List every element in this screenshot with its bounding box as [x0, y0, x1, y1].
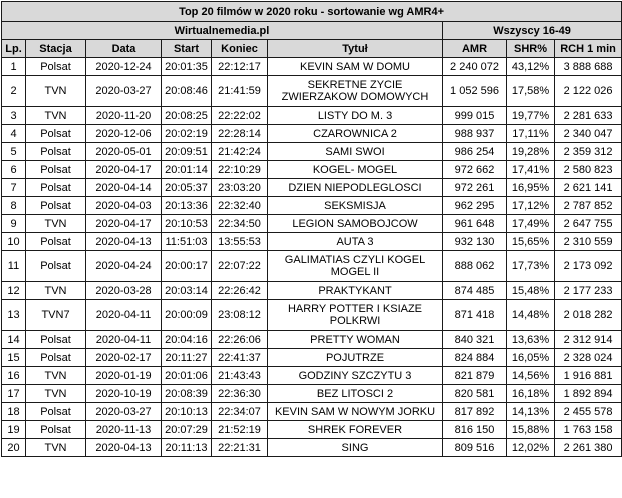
table-row	[2, 143, 622, 161]
cell-title: KEVIN SAM W NOWYM JORKU	[268, 403, 443, 421]
cell-title: SHREK FOREVER	[268, 421, 443, 439]
cell-lp: 13	[2, 300, 26, 331]
cell-rch: 2 310 559	[555, 233, 622, 251]
cell-start: 20:01:06	[162, 367, 212, 385]
cell-shr: 15,48%	[507, 282, 555, 300]
cell-amr: 809 516	[443, 439, 507, 457]
cell-date: 2020-03-27	[86, 403, 162, 421]
cell-amr: 962 295	[443, 197, 507, 215]
cell-station: Polsat	[26, 143, 86, 161]
cell-title: KEVIN SAM W DOMU	[268, 58, 443, 76]
cell-rch: 2 328 024	[555, 349, 622, 367]
cell-rch: 2 261 380	[555, 439, 622, 457]
cell-date: 2020-10-19	[86, 385, 162, 403]
cell-date: 2020-12-06	[86, 125, 162, 143]
cell-lp: 10	[2, 233, 26, 251]
cell-rch: 1 892 894	[555, 385, 622, 403]
cell-title: KOGEL- MOGEL	[268, 161, 443, 179]
cell-amr: 932 130	[443, 233, 507, 251]
header-shr: SHR%	[507, 40, 555, 58]
cell-station: TVN	[26, 439, 86, 457]
table-row	[2, 282, 622, 300]
cell-rch: 1 916 881	[555, 367, 622, 385]
cell-start: 20:08:39	[162, 385, 212, 403]
cell-lp: 9	[2, 215, 26, 233]
cell-end: 22:26:42	[212, 282, 268, 300]
cell-lp: 7	[2, 179, 26, 197]
cell-amr: 1 052 596	[443, 76, 507, 107]
cell-title: PRAKTYKANT	[268, 282, 443, 300]
table-row	[2, 233, 622, 251]
cell-date: 2020-05-01	[86, 143, 162, 161]
cell-shr: 17,11%	[507, 125, 555, 143]
header-rch: RCH 1 min	[555, 40, 622, 58]
cell-end: 23:08:12	[212, 300, 268, 331]
cell-amr: 972 261	[443, 179, 507, 197]
cell-station: Polsat	[26, 403, 86, 421]
cell-rch: 2 122 026	[555, 76, 622, 107]
cell-end: 21:41:59	[212, 76, 268, 107]
cell-lp: 20	[2, 439, 26, 457]
cell-rch: 2 177 233	[555, 282, 622, 300]
cell-end: 21:52:19	[212, 421, 268, 439]
cell-station: Polsat	[26, 251, 86, 282]
cell-start: 20:09:51	[162, 143, 212, 161]
cell-start: 20:08:25	[162, 107, 212, 125]
cell-amr: 840 321	[443, 331, 507, 349]
cell-start: 20:11:13	[162, 439, 212, 457]
cell-start: 20:00:17	[162, 251, 212, 282]
cell-date: 2020-04-11	[86, 331, 162, 349]
cell-amr: 817 892	[443, 403, 507, 421]
cell-title: CZAROWNICA 2	[268, 125, 443, 143]
cell-amr: 986 254	[443, 143, 507, 161]
cell-date: 2020-04-17	[86, 215, 162, 233]
table-row	[2, 385, 622, 403]
cell-station: Polsat	[26, 421, 86, 439]
cell-station: Polsat	[26, 197, 86, 215]
table-row	[2, 215, 622, 233]
cell-shr: 16,18%	[507, 385, 555, 403]
header-start: Start	[162, 40, 212, 58]
cell-start: 20:00:09	[162, 300, 212, 331]
cell-shr: 16,05%	[507, 349, 555, 367]
cell-station: Polsat	[26, 179, 86, 197]
table-row	[2, 179, 622, 197]
cell-title: SAMI SWOI	[268, 143, 443, 161]
cell-title: DZIEN NIEPODLEGLOSCI	[268, 179, 443, 197]
cell-station: TVN	[26, 385, 86, 403]
cell-rch: 2 281 633	[555, 107, 622, 125]
cell-title: SING	[268, 439, 443, 457]
cell-shr: 17,12%	[507, 197, 555, 215]
cell-end: 22:41:37	[212, 349, 268, 367]
cell-start: 20:05:37	[162, 179, 212, 197]
cell-lp: 2	[2, 76, 26, 107]
cell-amr: 972 662	[443, 161, 507, 179]
cell-lp: 14	[2, 331, 26, 349]
cell-title: PRETTY WOMAN	[268, 331, 443, 349]
cell-amr: 874 485	[443, 282, 507, 300]
cell-lp: 4	[2, 125, 26, 143]
cell-end: 22:34:50	[212, 215, 268, 233]
cell-lp: 11	[2, 251, 26, 282]
cell-end: 22:32:40	[212, 197, 268, 215]
table-row	[2, 125, 622, 143]
cell-date: 2020-04-03	[86, 197, 162, 215]
cell-shr: 14,13%	[507, 403, 555, 421]
table-row	[2, 300, 622, 331]
cell-rch: 2 312 914	[555, 331, 622, 349]
cell-shr: 19,77%	[507, 107, 555, 125]
cell-amr: 888 062	[443, 251, 507, 282]
table-row	[2, 331, 622, 349]
cell-shr: 17,58%	[507, 76, 555, 107]
cell-station: TVN	[26, 215, 86, 233]
cell-date: 2020-03-28	[86, 282, 162, 300]
cell-shr: 14,48%	[507, 300, 555, 331]
cell-station: TVN	[26, 76, 86, 107]
cell-amr: 816 150	[443, 421, 507, 439]
cell-amr: 824 884	[443, 349, 507, 367]
cell-start: 20:10:53	[162, 215, 212, 233]
cell-end: 22:22:02	[212, 107, 268, 125]
cell-amr: 999 015	[443, 107, 507, 125]
header-lp: Lp.	[2, 40, 26, 58]
cell-rch: 2 455 578	[555, 403, 622, 421]
cell-station: TVN7	[26, 300, 86, 331]
cell-start: 20:08:46	[162, 76, 212, 107]
cell-start: 20:07:29	[162, 421, 212, 439]
cell-rch: 2 580 823	[555, 161, 622, 179]
cell-title: SEKRETNE ZYCIE ZWIERZAKOW DOMOWYCH	[268, 76, 443, 107]
cell-rch: 2 173 092	[555, 251, 622, 282]
cell-end: 22:28:14	[212, 125, 268, 143]
cell-rch: 2 340 047	[555, 125, 622, 143]
cell-shr: 15,65%	[507, 233, 555, 251]
cell-station: TVN	[26, 282, 86, 300]
cell-station: Polsat	[26, 58, 86, 76]
cell-shr: 17,73%	[507, 251, 555, 282]
cell-start: 20:04:16	[162, 331, 212, 349]
table-row	[2, 403, 622, 421]
cell-end: 13:55:53	[212, 233, 268, 251]
table-row	[2, 367, 622, 385]
cell-end: 23:03:20	[212, 179, 268, 197]
cell-station: Polsat	[26, 125, 86, 143]
cell-start: 11:51:03	[162, 233, 212, 251]
cell-lp: 6	[2, 161, 26, 179]
cell-start: 20:01:35	[162, 58, 212, 76]
cell-end: 22:21:31	[212, 439, 268, 457]
cell-start: 20:01:14	[162, 161, 212, 179]
cell-rch: 2 018 282	[555, 300, 622, 331]
cell-end: 22:34:07	[212, 403, 268, 421]
cell-start: 20:13:36	[162, 197, 212, 215]
cell-rch: 2 621 141	[555, 179, 622, 197]
cell-station: TVN	[26, 107, 86, 125]
cell-lp: 1	[2, 58, 26, 76]
cell-date: 2020-03-27	[86, 76, 162, 107]
cell-title: LISTY DO M. 3	[268, 107, 443, 125]
cell-amr: 961 648	[443, 215, 507, 233]
cell-title: HARRY POTTER I KSIAZE POLKRWI	[268, 300, 443, 331]
cell-lp: 5	[2, 143, 26, 161]
cell-shr: 13,63%	[507, 331, 555, 349]
header-station: Stacja	[26, 40, 86, 58]
cell-rch: 1 763 158	[555, 421, 622, 439]
cell-end: 22:12:17	[212, 58, 268, 76]
cell-date: 2020-04-13	[86, 233, 162, 251]
cell-end: 22:10:29	[212, 161, 268, 179]
cell-start: 20:02:19	[162, 125, 212, 143]
cell-lp: 12	[2, 282, 26, 300]
cell-end: 22:26:06	[212, 331, 268, 349]
cell-shr: 14,56%	[507, 367, 555, 385]
cell-lp: 19	[2, 421, 26, 439]
cell-start: 20:11:27	[162, 349, 212, 367]
cell-date: 2020-04-13	[86, 439, 162, 457]
cell-shr: 43,12%	[507, 58, 555, 76]
cell-title: AUTA 3	[268, 233, 443, 251]
cell-lp: 16	[2, 367, 26, 385]
cell-shr: 17,41%	[507, 161, 555, 179]
cell-title: GODZINY SZCZYTU 3	[268, 367, 443, 385]
header-row	[2, 40, 622, 58]
cell-station: Polsat	[26, 349, 86, 367]
cell-station: Polsat	[26, 161, 86, 179]
group-label: Wszyscy 16-49	[443, 22, 622, 40]
cell-date: 2020-01-19	[86, 367, 162, 385]
cell-station: Polsat	[26, 331, 86, 349]
cell-end: 21:43:43	[212, 367, 268, 385]
cell-end: 22:36:30	[212, 385, 268, 403]
cell-date: 2020-12-24	[86, 58, 162, 76]
cell-rch: 3 888 688	[555, 58, 622, 76]
table-row	[2, 349, 622, 367]
header-end: Koniec	[212, 40, 268, 58]
cell-end: 21:42:24	[212, 143, 268, 161]
cell-station: TVN	[26, 367, 86, 385]
source-row	[2, 22, 622, 40]
cell-title: BEZ LITOSCI 2	[268, 385, 443, 403]
cell-date: 2020-11-20	[86, 107, 162, 125]
cell-date: 2020-04-24	[86, 251, 162, 282]
cell-title: SEKSMISJA	[268, 197, 443, 215]
table-row	[2, 58, 622, 76]
table-row	[2, 107, 622, 125]
cell-shr: 12,02%	[507, 439, 555, 457]
header-amr: AMR	[443, 40, 507, 58]
cell-title: LEGION SAMOBOJCOW	[268, 215, 443, 233]
cell-date: 2020-02-17	[86, 349, 162, 367]
cell-amr: 988 937	[443, 125, 507, 143]
table-row	[2, 439, 622, 457]
cell-shr: 17,49%	[507, 215, 555, 233]
cell-date: 2020-04-14	[86, 179, 162, 197]
table-row	[2, 251, 622, 282]
cell-end: 22:07:22	[212, 251, 268, 282]
cell-title: POJUTRZE	[268, 349, 443, 367]
cell-date: 2020-11-13	[86, 421, 162, 439]
cell-start: 20:03:14	[162, 282, 212, 300]
table-row	[2, 421, 622, 439]
cell-lp: 18	[2, 403, 26, 421]
cell-date: 2020-04-17	[86, 161, 162, 179]
table-title: Top 20 filmów w 2020 roku - sortowanie wg AMR4+	[2, 2, 622, 22]
cell-title: GALIMATIAS CZYLI KOGEL MOGEL II	[268, 251, 443, 282]
cell-start: 20:10:13	[162, 403, 212, 421]
cell-date: 2020-04-11	[86, 300, 162, 331]
cell-shr: 19,28%	[507, 143, 555, 161]
cell-rch: 2 647 755	[555, 215, 622, 233]
cell-shr: 15,88%	[507, 421, 555, 439]
header-date: Data	[86, 40, 162, 58]
cell-lp: 8	[2, 197, 26, 215]
table-row	[2, 161, 622, 179]
table-row	[2, 197, 622, 215]
cell-shr: 16,95%	[507, 179, 555, 197]
cell-lp: 15	[2, 349, 26, 367]
cell-lp: 17	[2, 385, 26, 403]
cell-lp: 3	[2, 107, 26, 125]
cell-amr: 821 879	[443, 367, 507, 385]
cell-rch: 2 359 312	[555, 143, 622, 161]
cell-amr: 820 581	[443, 385, 507, 403]
cell-station: Polsat	[26, 233, 86, 251]
ratings-table	[1, 1, 622, 457]
table-row	[2, 76, 622, 107]
title-row	[2, 2, 622, 22]
cell-amr: 2 240 072	[443, 58, 507, 76]
header-title: Tytuł	[268, 40, 443, 58]
source-label: Wirtualnemedia.pl	[2, 22, 443, 40]
cell-rch: 2 787 852	[555, 197, 622, 215]
cell-amr: 871 418	[443, 300, 507, 331]
